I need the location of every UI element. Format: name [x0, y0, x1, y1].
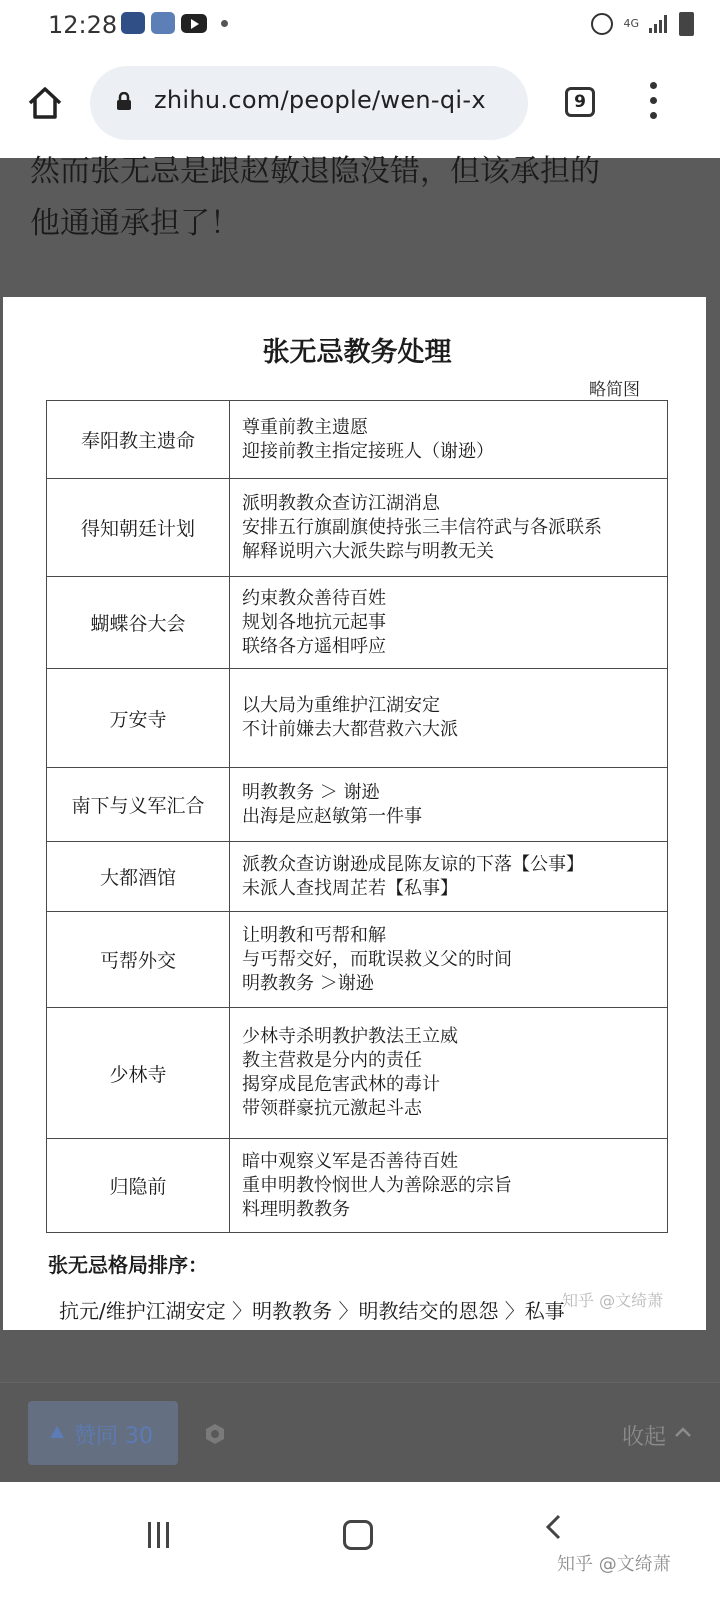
table-row	[47, 401, 668, 479]
event-cell: 得知朝廷计划	[47, 479, 230, 577]
system-status	[591, 12, 694, 36]
answer-image[interactable]	[3, 297, 706, 1330]
table-row	[47, 479, 668, 577]
event-cell: 蝴蝶谷大会	[47, 577, 230, 669]
messages-icon	[121, 12, 145, 34]
document-subtitle: 略简图	[589, 380, 640, 400]
network-type: 4G	[623, 17, 639, 30]
task-document	[46, 302, 668, 1325]
home-icon[interactable]	[26, 84, 64, 122]
upvote-arrow-icon	[50, 1426, 64, 1438]
table-row	[47, 912, 668, 1008]
chevron-up-icon[interactable]	[674, 1423, 692, 1441]
answer-text	[30, 146, 690, 250]
notification-icons	[121, 12, 228, 34]
recent-apps-icon[interactable]	[146, 1522, 172, 1548]
table-row	[47, 1139, 668, 1233]
tabs-button[interactable]: 9	[565, 87, 595, 117]
browser-toolbar	[0, 52, 720, 158]
alarm-icon	[591, 13, 613, 35]
battery-icon	[679, 12, 694, 36]
description-cell: 约束教众善待百姓 规划各地抗元起事 联络各方遥相呼应	[230, 577, 668, 669]
event-cell: 少林寺	[47, 1008, 230, 1139]
nav-home-icon[interactable]	[343, 1520, 373, 1550]
address-bar[interactable]	[90, 66, 528, 140]
table-row	[47, 669, 668, 768]
ranking-text: 抗元/维护江湖安定 〉明教教务 〉明教结交的恩怨 〉私事	[59, 1299, 565, 1323]
status-time: 12:28	[48, 11, 118, 39]
upvote-button[interactable]	[28, 1401, 178, 1465]
description-cell: 派明教教众查访江湖消息 安排五行旗副旗使持张三丰信符武与各派联系 解释说明六大派失踪与明教无关	[230, 479, 668, 577]
image-watermark: 知乎 @文绮萧	[562, 1291, 664, 1310]
back-icon[interactable]	[544, 1514, 564, 1540]
signal-icon	[649, 15, 669, 33]
description-cell: 让明教和丐帮和解 与丐帮交好，而耽误救义父的时间 明教教务 ＞谢逊	[230, 912, 668, 1008]
more-notifications-icon	[221, 20, 228, 27]
status-bar	[0, 0, 720, 52]
collapse-button[interactable]: 收起	[621, 1425, 666, 1450]
table-row	[47, 768, 668, 842]
answer-action-bar	[0, 1382, 720, 1483]
table-row	[47, 577, 668, 669]
photos-icon	[151, 12, 175, 34]
event-cell: 奉阳教主遗命	[47, 401, 230, 479]
description-cell: 派教众查访谢逊成昆陈友谅的下落【公事】 未派人查找周芷若【私事】	[230, 842, 668, 912]
event-cell: 万安寺	[47, 669, 230, 768]
upvote-label: 赞同 30	[74, 1424, 153, 1449]
event-cell: 丐帮外交	[47, 912, 230, 1008]
table-row	[47, 1008, 668, 1139]
footer-watermark: 知乎 @文绮萧	[557, 1554, 671, 1575]
lock-icon	[116, 92, 132, 110]
more-menu-icon[interactable]	[648, 82, 660, 122]
document-title: 张无忌教务处理	[262, 337, 452, 368]
event-cell: 大都酒馆	[47, 842, 230, 912]
url-text: zhihu.com/people/wen-qi-x	[154, 86, 486, 114]
description-cell: 明教教务 ＞ 谢逊 出海是应赵敏第一件事	[230, 768, 668, 842]
system-nav-bar	[0, 1482, 720, 1600]
settings-icon[interactable]	[204, 1423, 226, 1445]
task-table	[46, 400, 668, 1233]
event-cell: 归隐前	[47, 1139, 230, 1233]
ranking-title: 张无忌格局排序：	[48, 1253, 208, 1277]
answer-line: 他通通承担了！	[30, 206, 240, 241]
description-cell: 尊重前教主遗愿 迎接前教主指定接班人（谢逊）	[230, 401, 668, 479]
description-cell: 以大局为重维护江湖安定 不计前嫌去大都营救六大派	[230, 669, 668, 768]
youtube-icon	[181, 14, 207, 33]
description-cell: 少林寺杀明教护教法王立威 教主营救是分内的责任 揭穿成昆危害武林的毒计 带领群豪抗元激起斗志	[230, 1008, 668, 1139]
answer-line: 然而张无忌是跟赵敏退隐没错，但该承担的	[30, 154, 600, 189]
event-cell: 南下与义军汇合	[47, 768, 230, 842]
description-cell: 暗中观察义军是否善待百姓 重申明教怜悯世人为善除恶的宗旨 料理明教教务	[230, 1139, 668, 1233]
table-row	[47, 842, 668, 912]
